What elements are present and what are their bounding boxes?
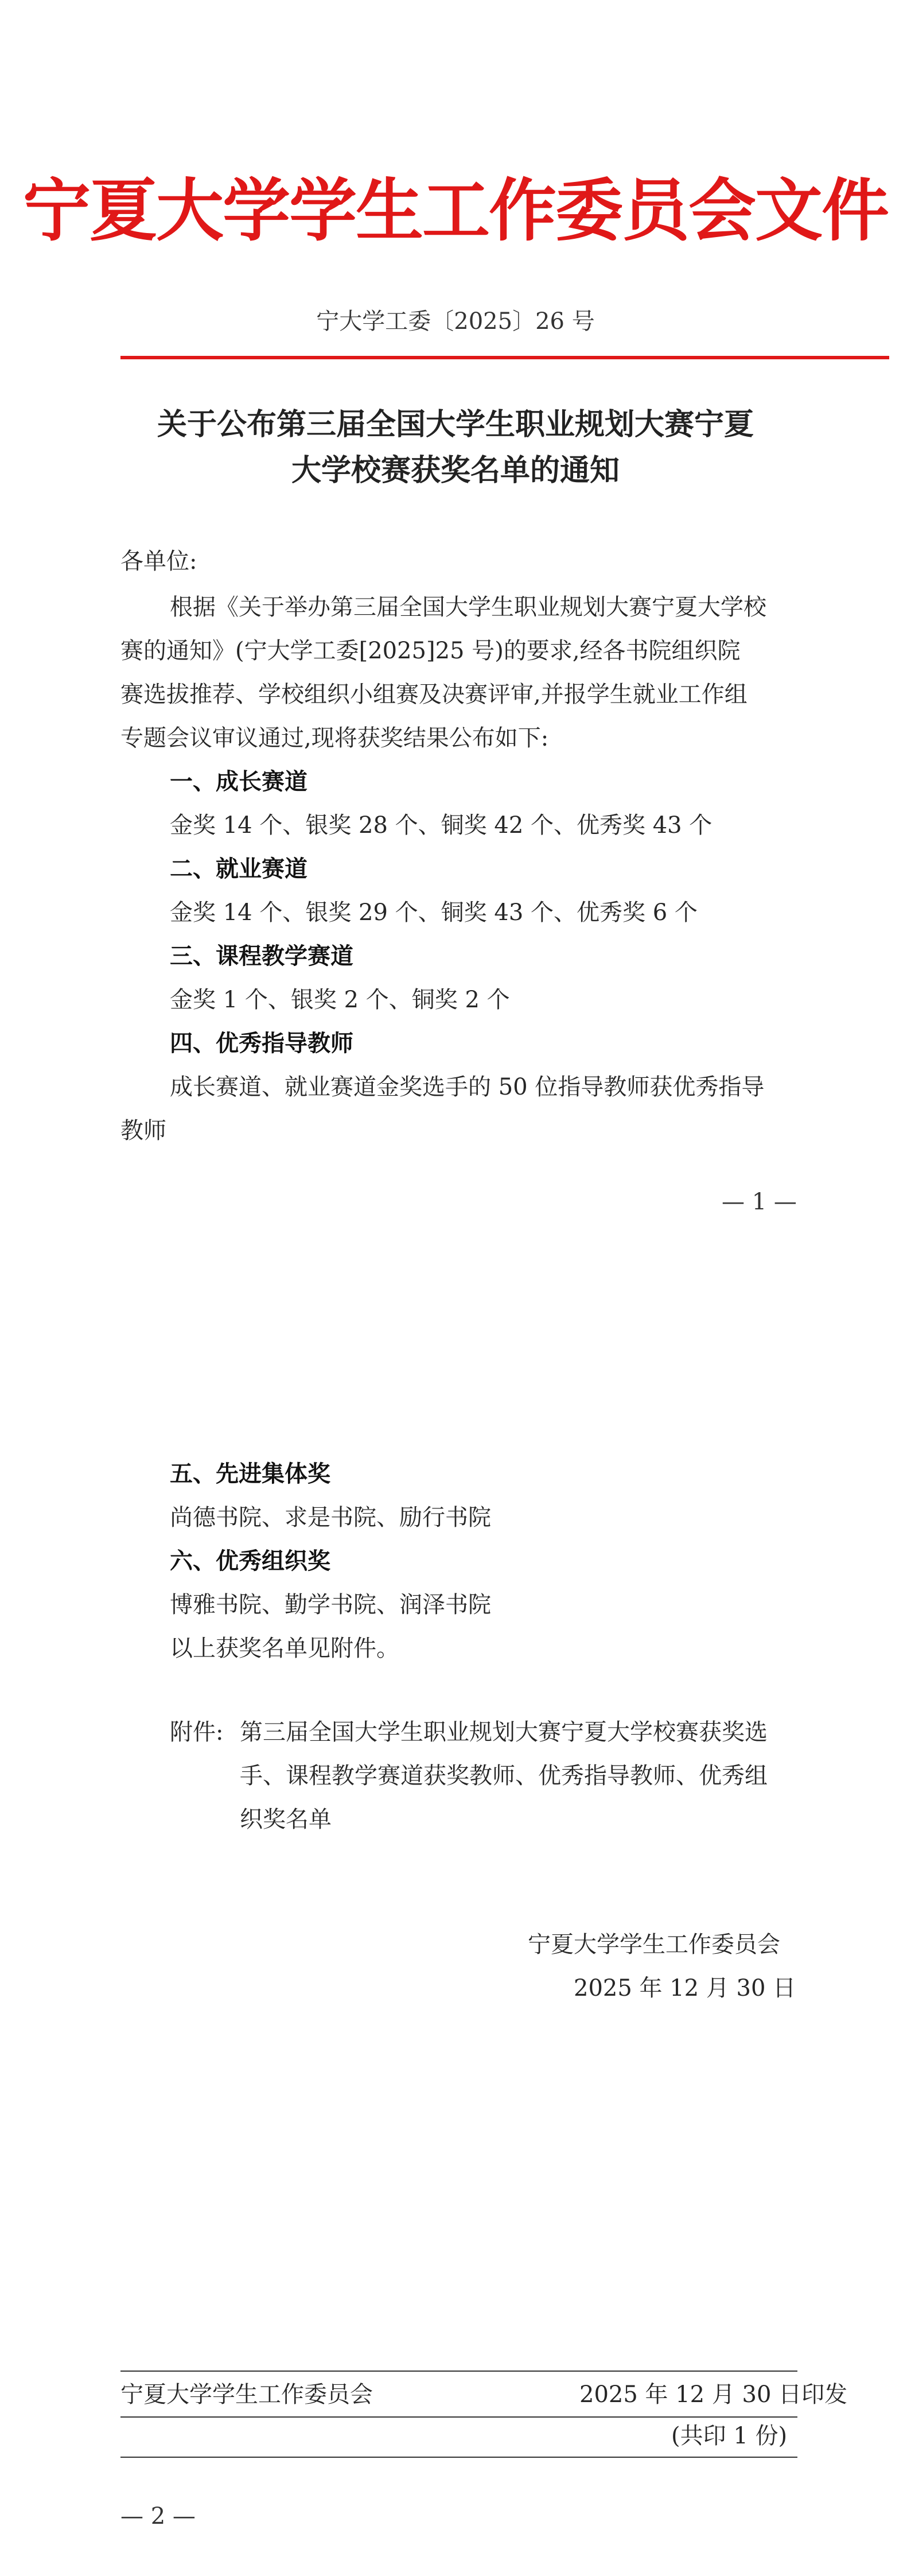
section-text: 博雅书院、勤学书院、润泽书院 [170, 1592, 491, 1618]
attachment-text: 手、课程教学赛道获奖教师、优秀指导教师、优秀组 [240, 1763, 768, 1789]
footer-print-date: 2025 年 12 月 30 日印发 [579, 2381, 848, 2408]
section-heading: 三、课程教学赛道 [170, 942, 353, 969]
intro-line: 根据《关于举办第三届全国大学生职业规划大赛宁夏大学校 [170, 594, 766, 620]
signature-date: 2025 年 12 月 30 日 [574, 1975, 796, 2001]
section-heading: 六、优秀组织奖 [170, 1547, 330, 1574]
attachment-text: 第三届全国大学生职业规划大赛宁夏大学校赛获奖选 [240, 1719, 768, 1745]
section-text: 金奖 14 个、银奖 29 个、铜奖 43 个、优秀奖 6 个 [170, 899, 698, 926]
section-heading: 二、就业赛道 [170, 855, 307, 882]
page-number: — 1 — [722, 1189, 797, 1215]
intro-line: 赛选拔推荐、学校组织小组赛及决赛评审,并报学生就业工作组 [120, 681, 748, 708]
red-separator-line [120, 356, 889, 359]
footer-top-rule [120, 2371, 797, 2372]
footer-middle-rule [120, 2416, 797, 2418]
section-text: 成长赛道、就业赛道金奖选手的 50 位指导教师获优秀指导 [170, 1074, 765, 1100]
page-number: — 2 — [120, 2503, 196, 2530]
attachment-label: 附件: [170, 1719, 224, 1745]
attachment-text: 织奖名单 [240, 1806, 332, 1833]
document-number: 宁大学工委〔2025〕26 号 [316, 308, 595, 335]
section-text: 教师 [120, 1118, 166, 1144]
salutation: 各单位: [120, 548, 197, 575]
notice-title-line-2: 大学校赛获奖名单的通知 [291, 453, 620, 488]
section-text: 金奖 14 个、银奖 28 个、铜奖 42 个、优秀奖 43 个 [170, 812, 713, 839]
section-heading: 一、成长赛道 [170, 768, 307, 795]
intro-line: 专题会议审议通过,现将获奖结果公布如下: [120, 725, 549, 751]
section-heading: 四、优秀指导教师 [170, 1030, 353, 1057]
notice-title-line-1: 关于公布第三届全国大学生职业规划大赛宁夏 [157, 407, 754, 442]
footer-copies: (共印 1 份) [671, 2423, 788, 2449]
signature-org: 宁夏大学学生工作委员会 [528, 1931, 780, 1958]
footer-bottom-rule [120, 2457, 797, 2458]
issuing-org-title: 宁夏大学学生工作委员会文件 [22, 170, 888, 250]
closing-line: 以上获奖名单见附件。 [170, 1635, 399, 1662]
footer-issuer: 宁夏大学学生工作委员会 [120, 2381, 373, 2408]
intro-line: 赛的通知》(宁大学工委[2025]25 号)的要求,经各书院组织院 [120, 638, 741, 664]
section-heading: 五、先进集体奖 [170, 1460, 330, 1487]
section-text: 尚德书院、求是书院、励行书院 [170, 1504, 491, 1531]
section-text: 金奖 1 个、银奖 2 个、铜奖 2 个 [170, 987, 510, 1013]
